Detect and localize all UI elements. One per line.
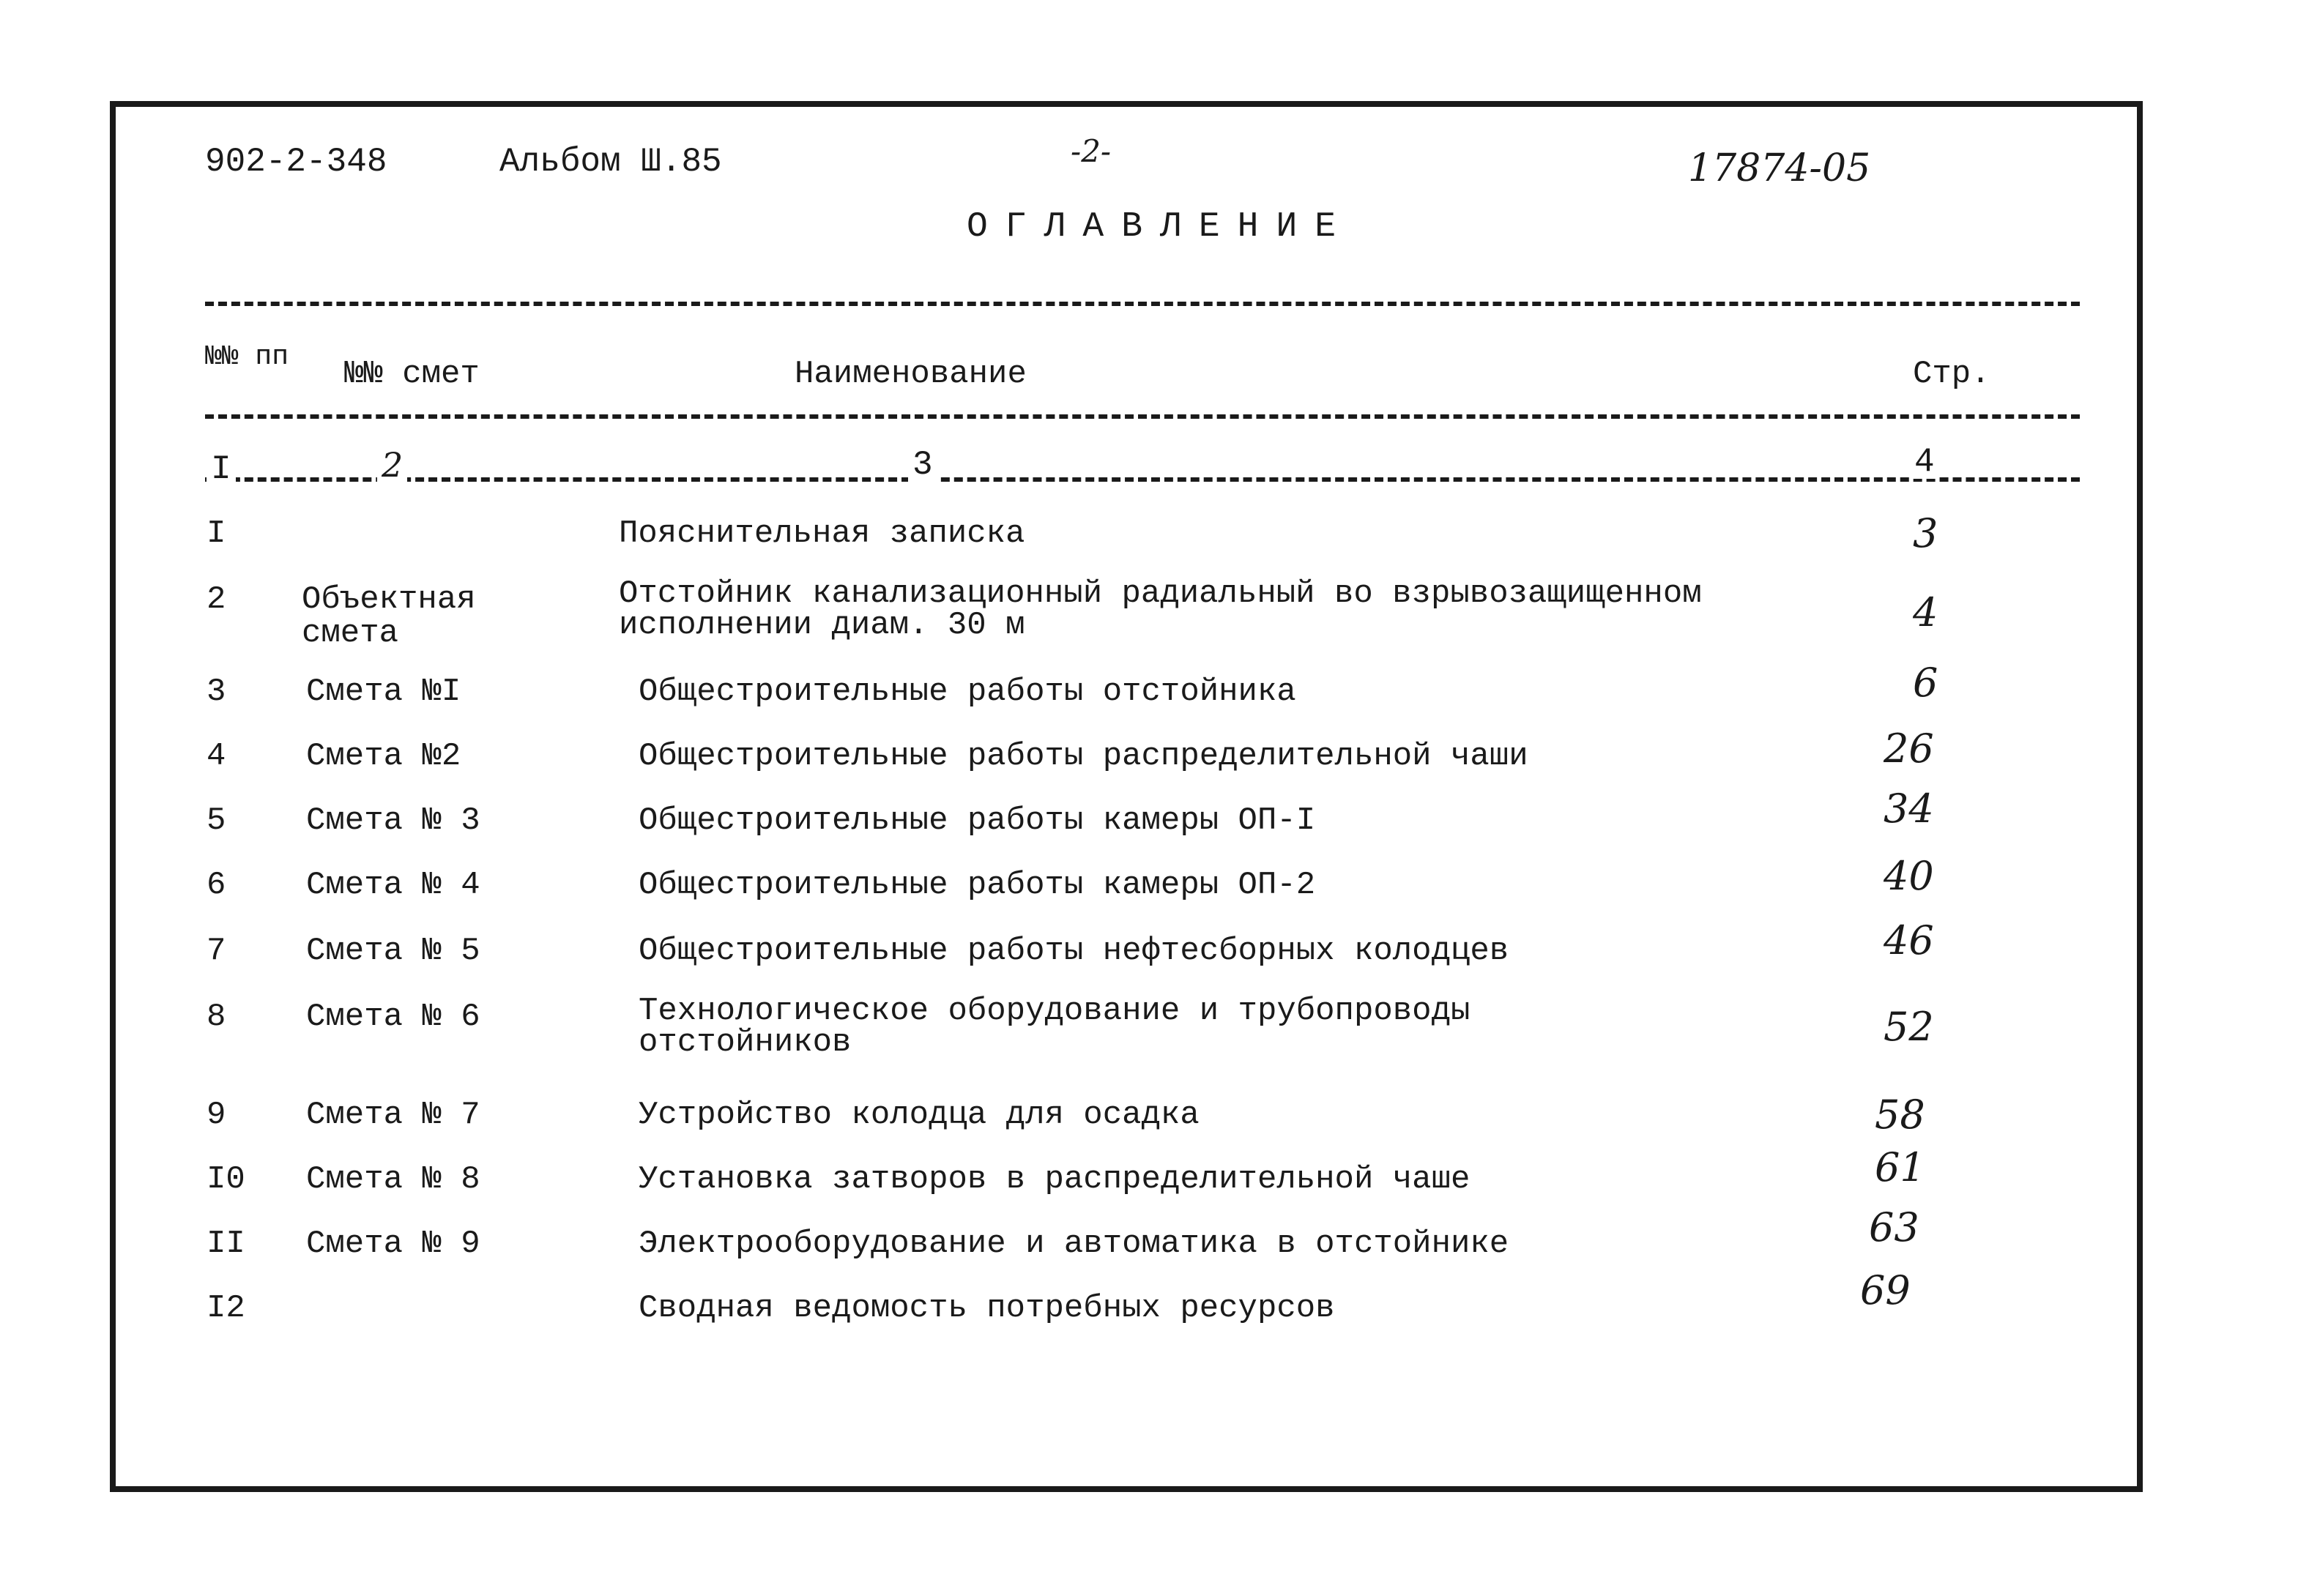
table-row-number: 5: [207, 802, 226, 839]
table-row-number: I: [207, 515, 226, 552]
page-title: ОГЛАВЛЕНИЕ: [967, 207, 1354, 247]
table-row-page: 4: [1913, 589, 1938, 635]
table-row-page: 3: [1913, 510, 1938, 556]
table-row-page: 58: [1875, 1092, 1925, 1138]
table-row-page: 52: [1884, 1004, 1934, 1050]
table-row-number: 8: [207, 999, 226, 1035]
table-row-number: 7: [207, 933, 226, 969]
table-row-number: 9: [207, 1097, 226, 1133]
table-row-page: 61: [1875, 1144, 1925, 1190]
table-row-estimate: Смета № 9: [306, 1226, 480, 1262]
column-number-1: I: [207, 452, 236, 486]
column-number-2: 2: [377, 448, 407, 482]
table-top-rule: [205, 302, 2080, 306]
table-row-number: II: [207, 1226, 245, 1262]
table-row-name: Электрооборудование и автоматика в отстойнике: [639, 1226, 1509, 1262]
table-row-name: Общестроительные работы распределительной чаши: [639, 738, 1528, 775]
table-row-number: 4: [207, 738, 226, 775]
table-row-name: Общестроительные работы камеры ОП-2: [639, 867, 1316, 903]
column-heading-estimate: №№ смет: [344, 356, 480, 392]
table-row-page: 46: [1884, 917, 1934, 963]
doc-code: 902-2-348: [205, 143, 387, 181]
table-row-name: Общестроительные работы нефтесборных колодцев: [639, 933, 1509, 969]
column-number-3: 3: [908, 448, 937, 482]
table-row-name: Пояснительная записка: [619, 515, 1025, 552]
page-marker: -2-: [1071, 133, 1112, 169]
column-heading-page: Стр.: [1913, 356, 1990, 392]
album-label: Альбом Ш.85: [499, 143, 722, 181]
table-row-number: 6: [207, 867, 226, 903]
column-heading-number: №№ пп: [205, 341, 289, 373]
table-row-page: 69: [1860, 1267, 1911, 1313]
table-row-name: Отстойник канализационный радиальный во взрывозащищенном исполнении диам. 30 м: [619, 575, 1702, 644]
table-row-number: 3: [207, 674, 226, 710]
table-row-estimate: Смета № 8: [306, 1161, 480, 1198]
table-row-page: 34: [1884, 786, 1934, 832]
table-row-name: Сводная ведомость потребных ресурсов: [639, 1290, 1335, 1327]
table-row-estimate: Смета №2: [306, 738, 461, 775]
table-row-number: 2: [207, 581, 226, 618]
column-number-4: 4: [1910, 445, 1939, 479]
table-row-page: 26: [1884, 726, 1934, 772]
table-row-name: Установка затворов в распределительной чаше: [639, 1161, 1470, 1198]
page-frame: [110, 101, 2143, 1492]
table-row-page: 40: [1884, 853, 1934, 899]
table-row-estimate: Смета № 3: [306, 802, 480, 839]
table-row-estimate: Смета № 7: [306, 1097, 480, 1133]
table-row-name: Общестроительные работы отстойника: [639, 674, 1296, 710]
table-header-rule: [205, 414, 2080, 419]
table-row-number: I2: [207, 1290, 245, 1327]
table-row-name: Общестроительные работы камеры ОП-I: [639, 802, 1316, 839]
table-row-estimate: Смета № 6: [306, 999, 480, 1035]
table-row-estimate: Смета № 5: [306, 933, 480, 969]
column-number-rule: [205, 477, 2080, 482]
table-row-number: I0: [207, 1161, 245, 1198]
table-row-estimate: Смета №I: [306, 674, 461, 710]
table-row-estimate: Объектная смета: [302, 581, 476, 652]
table-row-name: Устройство колодца для осадка: [639, 1097, 1200, 1133]
inventory-number: 17874-05: [1688, 146, 1871, 190]
table-row-page: 6: [1913, 660, 1938, 706]
table-row-name: Технологическое оборудование и трубопроводы отстойников: [639, 993, 1470, 1062]
table-row-page: 63: [1869, 1204, 1919, 1250]
table-row-estimate: Смета № 4: [306, 867, 480, 903]
column-heading-name: Наименование: [795, 356, 1027, 392]
